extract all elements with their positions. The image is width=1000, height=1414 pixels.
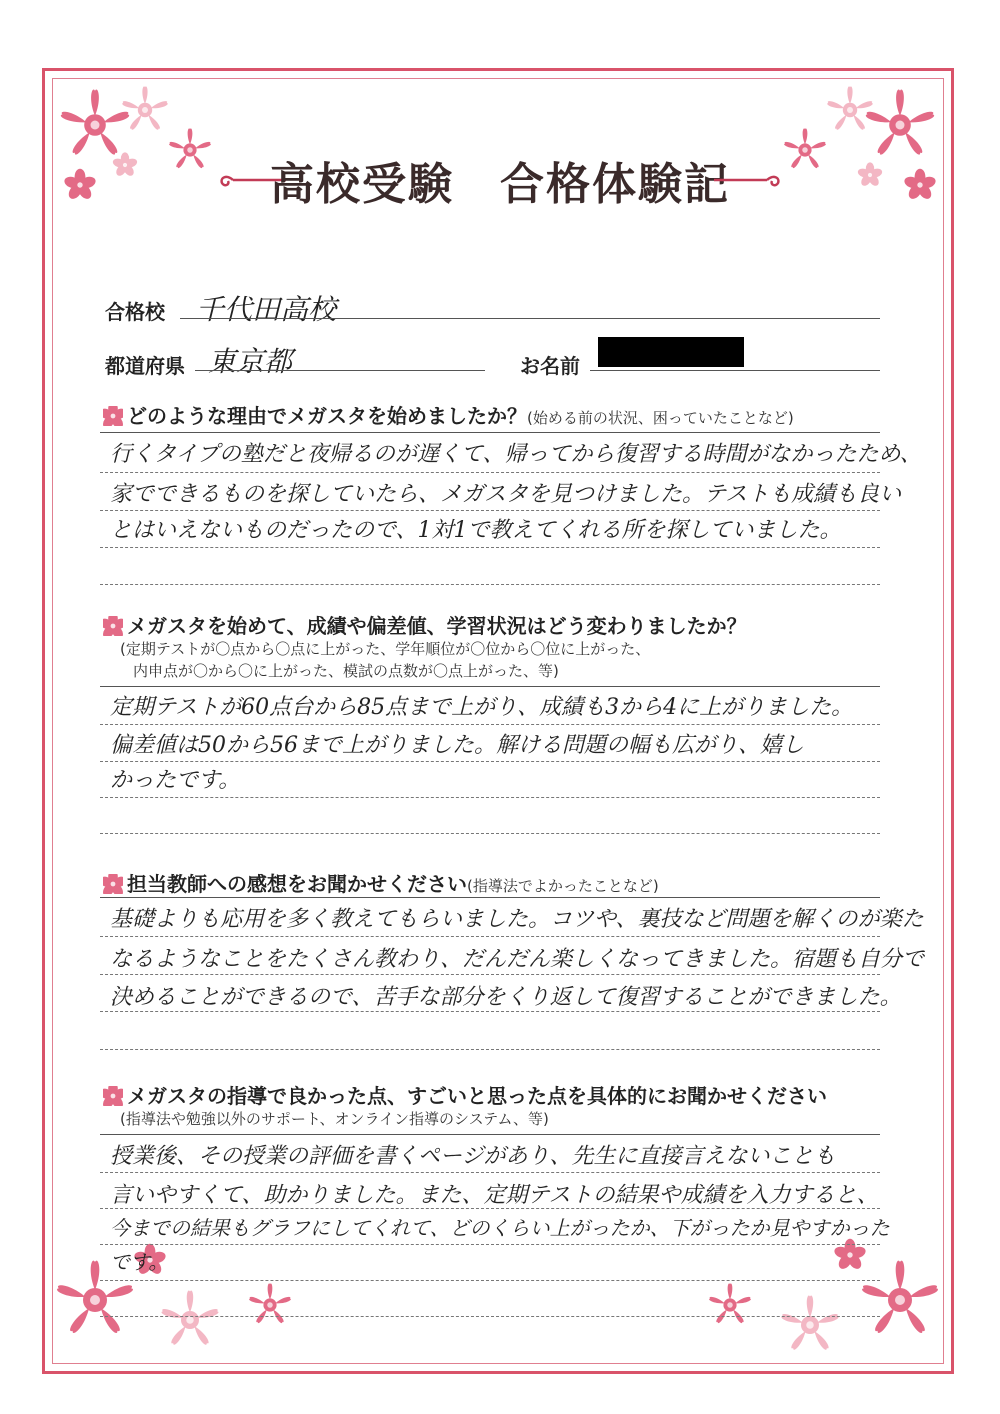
prefecture-underline (195, 370, 485, 371)
q4-rule-2 (100, 1208, 880, 1209)
prefecture-label: 都道府県 (105, 354, 185, 378)
q2-rule-4 (100, 833, 880, 834)
q3-rule-3 (100, 1011, 880, 1012)
q2-rule-3 (100, 797, 880, 798)
q1-rule-3 (100, 547, 880, 548)
question-1-text: どのような理由でメガスタを始めましたか？ (127, 404, 527, 428)
question-2-title (103, 610, 747, 639)
name-label: お名前 (520, 354, 580, 378)
q2-note-1: (定期テストが〇点から〇点に上がった、学年順位が〇位から〇位に上がった、 (120, 640, 651, 658)
sakura-icon (103, 1086, 123, 1106)
q2-answer-line-3: かったです。 (110, 768, 241, 793)
q4-answer-line-2: 言いやすくて、助かりました。また、定期テストの結果や成績を入力すると、 (110, 1183, 879, 1208)
q2-note-2: 内申点が〇から〇に上がった、模試の点数が〇点上がった、等) (133, 662, 559, 680)
q1-rule-2 (100, 510, 880, 511)
q3-top-line (100, 897, 880, 898)
q4-rule-3 (100, 1244, 880, 1245)
q2-rule-1 (100, 724, 880, 725)
redacted-name (598, 337, 744, 367)
q4-rule-5 (100, 1316, 880, 1317)
name-underline (590, 370, 880, 371)
page-title: 高校受験 合格体験記 (270, 159, 730, 210)
q1-answer-line-1: 行くタイプの塾だと夜帰るのが遅くて、帰ってから復習する時間がなかったため、 (110, 442, 922, 467)
q3-answer-line-3: 決めることができるので、苦手な部分をくり返して復習することができました。 (110, 985, 902, 1010)
q3-rule-4 (100, 1049, 880, 1050)
q3-answer-line-1: 基礎よりも応用を多く教えてもらいました。コツや、裏技など問題を解くのが楽た (110, 907, 924, 932)
q2-answer-line-1: 定期テストが60点台から85点まで上がり、成績も3から4に上がりました。 (110, 695, 854, 720)
sakura-icon (103, 616, 123, 636)
q3-rule-1 (100, 936, 880, 937)
q4-answer-line-3: 今までの結果もグラフにしてくれて、どのくらい上がったか、下がったか見やすかった (110, 1216, 890, 1240)
school-value: 千代田高校 (196, 293, 337, 326)
q2-top-line (100, 686, 880, 687)
q4-answer-line-4: です。 (110, 1250, 169, 1274)
q3-rule-2 (100, 974, 880, 975)
school-label: 合格校 (105, 300, 165, 324)
q2-answer-line-2: 偏差値は50から56まで上がりました。解ける問題の幅も広がり、嬉し (110, 733, 804, 758)
question-4-text: メガスタの指導で良かった点、すごいと思った点を具体的にお聞かせください (127, 1084, 827, 1108)
question-2-text: メガスタを始めて、成績や偏差値、学習状況はどう変わりましたか？ (127, 614, 747, 638)
q1-rule-1 (100, 472, 880, 473)
school-underline (180, 318, 880, 319)
sakura-icon (660, 1230, 960, 1370)
sakura-icon (103, 406, 123, 426)
sakura-icon (40, 1230, 340, 1370)
q1-answer-line-3: とはいえないものだったので、1対1で教えてくれる所を探していました。 (110, 518, 842, 543)
sakura-icon (103, 874, 123, 894)
q1-rule-4 (100, 584, 880, 585)
q3-answer-line-2: なるようなことをたくさん教わり、だんだん楽しくなってきました。宿題も自分で (110, 947, 925, 972)
q4-rule-4 (100, 1280, 880, 1281)
q2-rule-2 (100, 761, 880, 762)
q4-answer-line-1: 授業後、その授業の評価を書くページがあり、先生に直接言えないことも (110, 1144, 836, 1169)
q4-rule-1 (100, 1172, 880, 1173)
question-3-title (103, 868, 659, 897)
question-1-title (103, 400, 794, 429)
q1-top-line (100, 432, 880, 433)
question-4-title (103, 1080, 827, 1109)
q4-top-line (100, 1134, 880, 1135)
prefecture-value: 東京都 (208, 345, 293, 378)
question-3-subtitle: (指導法でよかったことなど) (467, 877, 659, 895)
question-1-subtitle: (始める前の状況、困っていたことなど) (527, 409, 794, 427)
right-ornament-icon (712, 170, 782, 190)
question-3-text: 担当教師への感想をお聞かせください (127, 872, 467, 896)
q4-note-1: (指導法や勉強以外のサポート、オンライン指導のシステム、等) (120, 1110, 549, 1128)
q1-answer-line-2: 家でできるものを探していたら、メガスタを見つけました。テストも成績も良い (110, 482, 902, 507)
